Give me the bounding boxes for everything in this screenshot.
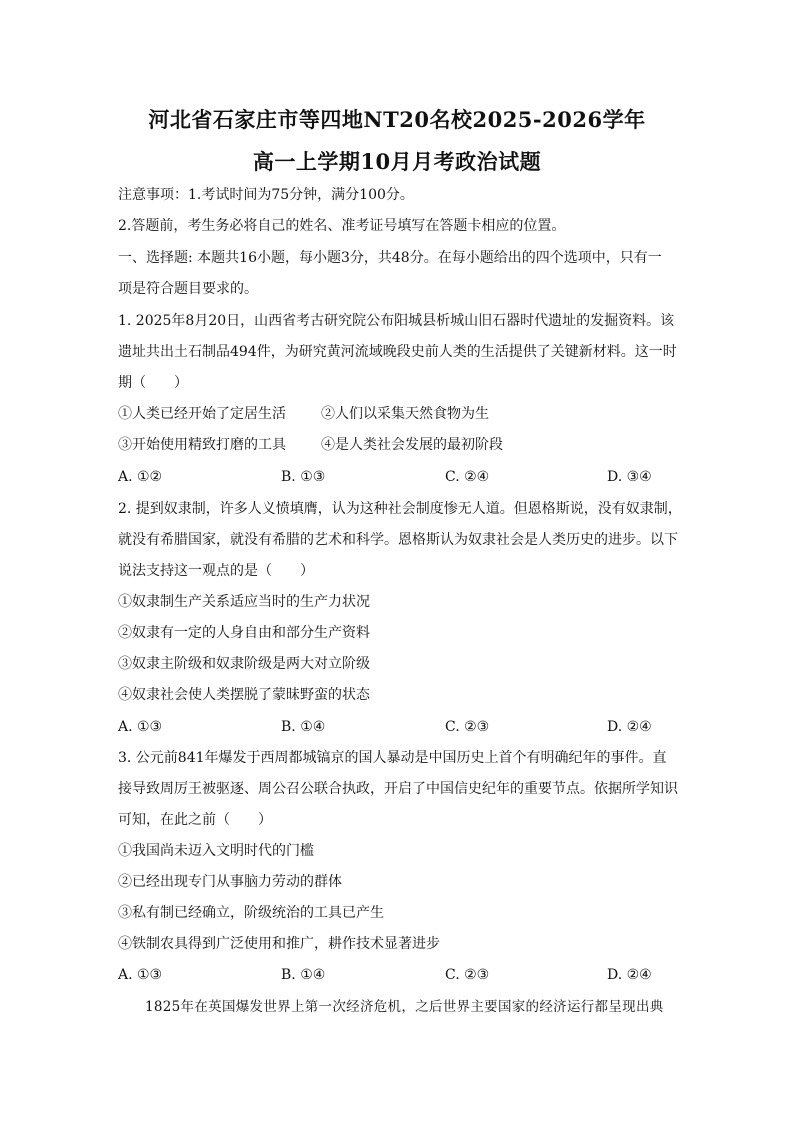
- exam-title-line2: 高一上学期10月月考政治试题: [252, 149, 542, 174]
- question-3-option-a[interactable]: A. ①③: [118, 967, 163, 983]
- question-1-item-2: ②人们以采集天然食物为生: [321, 406, 489, 422]
- question-1-stem-2: 遗址共出土石制品494件，为研究黄河流域晚段史前人类的生活提供了关键新材料。这一时: [118, 344, 677, 360]
- question-2-item-2: ②奴隶有一定的人身自由和部分生产资料: [118, 625, 370, 641]
- exam-title-line1: 河北省石家庄市等四地NT20名校2025-2026学年: [148, 107, 646, 132]
- question-3-item-2: ②已经出现专门从事脑力劳动的群体: [118, 874, 342, 890]
- question-1-items-row-1: [118, 405, 678, 423]
- question-2-option-d[interactable]: D. ②④: [607, 719, 652, 735]
- question-3-option-d[interactable]: D. ②④: [607, 967, 652, 983]
- question-2-option-c[interactable]: C. ②③: [445, 719, 490, 735]
- question-3-item-4: ④铁制农具得到广泛使用和推广，耕作技术显著进步: [118, 936, 440, 952]
- question-3-stem-3: 可知，在此之前（ ）: [118, 812, 272, 828]
- question-3-stem-2: 接导致周厉王被驱逐、周公召公联合执政，开启了中国信史纪年的重要节点。依据所学知识: [118, 781, 678, 797]
- question-1-item-4: ④是人类社会发展的最初阶段: [321, 437, 503, 453]
- question-3-option-b[interactable]: B. ①④: [281, 967, 326, 983]
- section-instruction-line-1: 一、选择题: 本题共16小题，每小题3分，共48分。在每小题给出的四个选项中，只有一: [118, 250, 662, 266]
- question-2-options: [118, 718, 678, 736]
- notes-line-1: 注意事项：1.考试时间为75分钟，满分100分。: [118, 187, 414, 203]
- question-3-options: [118, 966, 678, 984]
- question-1-option-d[interactable]: D. ③④: [607, 469, 652, 485]
- question-2-option-b[interactable]: B. ①④: [281, 719, 326, 735]
- question-3-item-1: ①我国尚未迈入文明时代的门槛: [118, 843, 314, 859]
- material-passage: 1825年在英国爆发世界上第一次经济危机，之后世界主要国家的经济运行都呈现出典: [145, 999, 664, 1015]
- question-2-item-1: ①奴隶制生产关系适应当时的生产力状况: [118, 594, 370, 610]
- section-instruction-line-2: 项是符合题目要求的。: [118, 281, 258, 297]
- question-2-stem-1: 2. 提到奴隶制，许多人义愤填膺，认为这种社会制度惨无人道。但恩格斯说，没有奴隶制，: [118, 501, 682, 517]
- question-1-item-1: ①人类已经开始了定居生活: [118, 406, 286, 422]
- question-2-option-a[interactable]: A. ①③: [118, 719, 163, 735]
- question-2-stem-2: 就没有希腊国家，就没有希腊的艺术和科学。恩格斯认为奴隶社会是人类历史的进步。以下: [118, 532, 678, 548]
- question-3-item-3: ③私有制已经确立，阶级统治的工具已产生: [118, 905, 384, 921]
- question-2-item-3: ③奴隶主阶级和奴隶阶级是两大对立阶级: [118, 656, 370, 672]
- notes-line-2: 2.答题前，考生务必将自己的姓名、准考证号填写在答题卡相应的位置。: [118, 218, 566, 234]
- question-1-items-row-2: [118, 436, 678, 454]
- question-1-options: [118, 468, 678, 486]
- question-2-stem-3: 说法支持这一观点的是（ ）: [118, 563, 314, 579]
- question-1-option-b[interactable]: B. ①③: [281, 469, 326, 485]
- question-1-stem-1: 1. 2025年8月20日，山西省考古研究院公布阳城县析城山旧石器时代遗址的发掘资料。该: [118, 313, 675, 329]
- question-1-option-c[interactable]: C. ②④: [445, 469, 490, 485]
- question-1-item-3: ③开始使用精致打磨的工具: [118, 437, 286, 453]
- question-1-stem-3: 期（ ）: [118, 375, 188, 391]
- question-3-stem-1: 3. 公元前841年爆发于西周都城镐京的国人暴动是中国历史上首个有明确纪年的事件。直: [118, 750, 667, 766]
- question-1-option-a[interactable]: A. ①②: [118, 469, 163, 485]
- question-2-item-4: ④奴隶社会使人类摆脱了蒙昧野蛮的状态: [118, 687, 370, 703]
- question-3-option-c[interactable]: C. ②③: [445, 967, 490, 983]
